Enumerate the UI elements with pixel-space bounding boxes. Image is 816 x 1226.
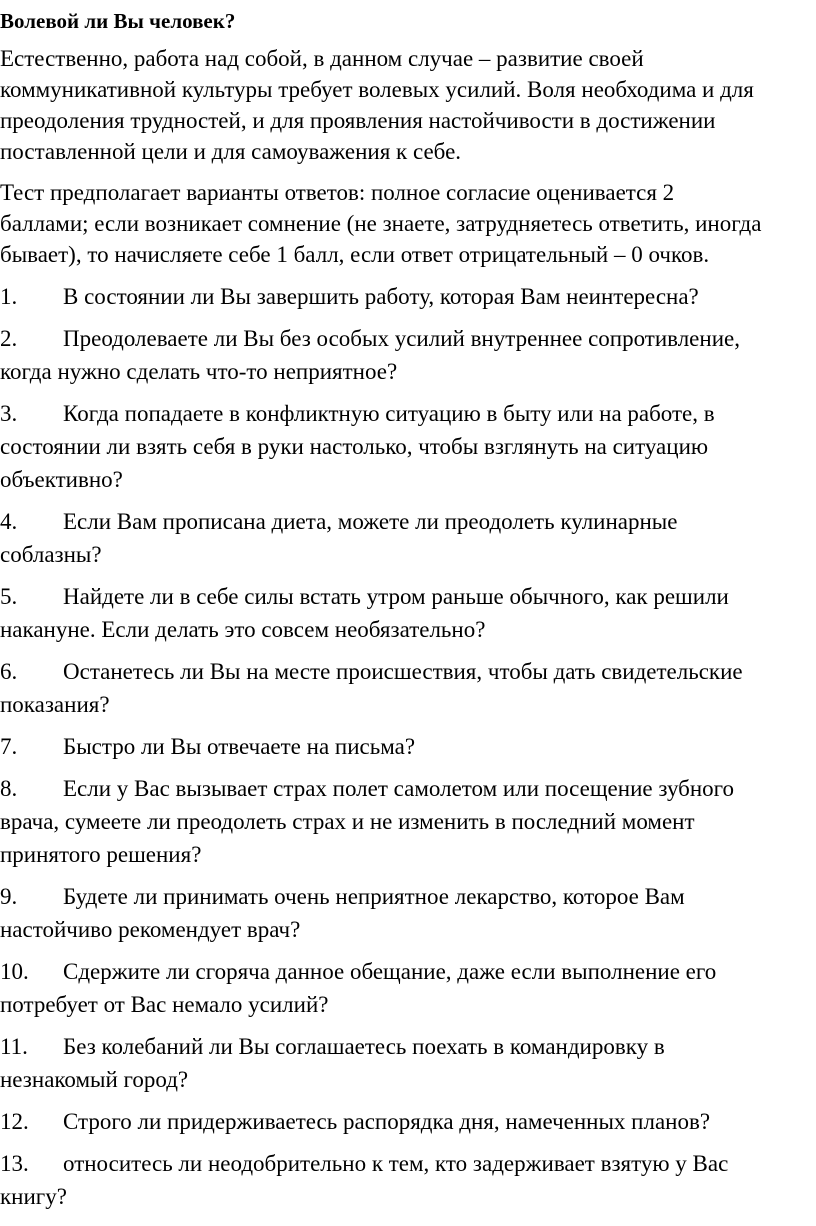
question-number: 12.	[0, 1109, 29, 1134]
question-text: Преодолеваете ли Вы без особых усилий внутреннее сопротивление, когда нужно сделать что-то неприятное?	[0, 326, 740, 384]
question-text: Если у Вас вызывает страх полет самолетом или посещение зубного врача, сумеете ли преодолеть страх и не изменить в последний момент принятого решения?	[0, 776, 735, 867]
document-title: Волевой ли Вы человек?	[0, 9, 236, 33]
question-item	[0, 397, 816, 496]
question-item	[0, 1147, 816, 1213]
question-text: Если Вам прописана диета, можете ли преодолеть кулинарные соблазны?	[0, 509, 678, 567]
question-item	[0, 1105, 816, 1138]
question-number: 1.	[0, 284, 18, 309]
instructions-paragraph: Тест предполагает варианты ответов: полное согласие оценивается 2 баллами; если возникает сомнение (не знаете, затрудняетесь ответить, иногда бывает), то начисляете себе 1 балл, если ответ отрицательный – 0 очков.	[0, 180, 762, 267]
question-item	[0, 955, 816, 1021]
question-text: Без колебаний ли Вы соглашаетесь поехать в командировку в незнакомый город?	[0, 1034, 665, 1092]
question-number: 8.	[0, 776, 18, 801]
question-number: 5.	[0, 584, 18, 609]
question-number: 11.	[0, 1034, 28, 1059]
question-number: 9.	[0, 884, 18, 909]
question-list	[0, 280, 816, 1213]
question-number: 6.	[0, 659, 18, 684]
question-number: 13.	[0, 1151, 29, 1176]
question-text: Найдете ли в себе силы встать утром раньше обычного, как решили накануне. Если делать это совсем необязательно?	[0, 584, 729, 642]
question-item	[0, 580, 816, 646]
question-item	[0, 880, 816, 946]
question-item	[0, 655, 816, 721]
question-number: 7.	[0, 734, 18, 759]
question-item	[0, 505, 816, 571]
question-item	[0, 772, 816, 871]
question-text: Будете ли принимать очень неприятное лекарство, которое Вам настойчиво рекомендует врач?	[0, 884, 685, 942]
question-number: 4.	[0, 509, 18, 534]
question-text: относитесь ли неодобрительно к тем, кто задерживает взятую у Вас книгу?	[0, 1151, 729, 1209]
question-text: В состоянии ли Вы завершить работу, которая Вам неинтересна?	[63, 284, 699, 309]
question-text: Строго ли придерживаетесь распорядка дня, намеченных планов?	[63, 1109, 711, 1134]
question-number: 10.	[0, 959, 29, 984]
question-text: Останетесь ли Вы на месте происшествия, чтобы дать свидетельские показания?	[0, 659, 743, 717]
intro-paragraph: Естественно, работа над собой, в данном случае – развитие своей коммуникативной культуры требует волевых усилий. Воля необходима и для преодоления трудностей, и для проявления настойчивости в достижении поставленной цели и для самоуважения к себе.	[0, 46, 754, 164]
question-text: Быстро ли Вы отвечаете на письма?	[63, 734, 416, 759]
question-item	[0, 730, 816, 763]
question-number: 2.	[0, 326, 18, 351]
question-text: Сдержите ли сгоряча данное обещание, даже если выполнение его потребует от Вас немало усилий?	[0, 959, 717, 1017]
question-item	[0, 322, 816, 388]
question-item	[0, 280, 816, 313]
question-number: 3.	[0, 401, 18, 426]
question-item	[0, 1030, 816, 1096]
question-text: Когда попадаете в конфликтную ситуацию в быту или на работе, в состоянии ли взять себя в руки настолько, чтобы взглянуть на ситуацию объективно?	[0, 401, 715, 492]
